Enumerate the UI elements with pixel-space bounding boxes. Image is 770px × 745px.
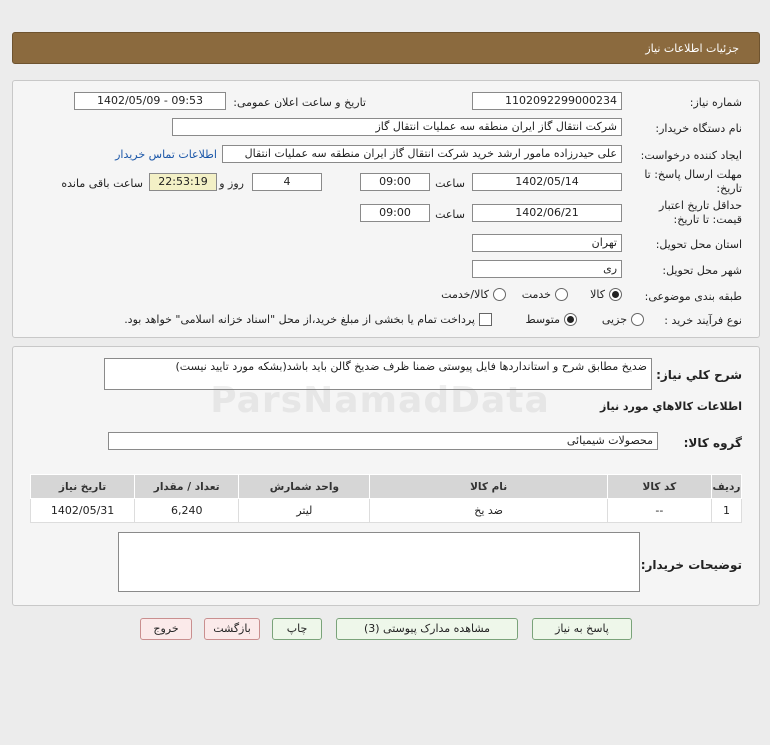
process-option-medium[interactable] xyxy=(525,313,577,326)
exit-button[interactable]: خروج xyxy=(140,618,192,640)
cell-row: 1 xyxy=(711,499,741,523)
contact-buyer-link[interactable]: اطلاعات تماس خریدار xyxy=(115,148,217,161)
goods-table xyxy=(30,474,742,523)
category-label: طبقه بندی موضوعی: xyxy=(644,290,742,303)
checkbox-icon[interactable] xyxy=(479,313,492,326)
treasury-payment-option[interactable] xyxy=(124,313,492,326)
page-title: جزئیات اطلاعات نیاز xyxy=(12,32,760,64)
radio-icon[interactable] xyxy=(493,288,506,301)
price-validity-label: حداقل تاریخ اعتبار قیمت: تا تاریخ: xyxy=(658,199,742,226)
treasury-payment-note: پرداخت تمام یا بخشی از مبلغ خرید،از محل "اسناد خزانه اسلامی" خواهد بود. xyxy=(124,313,475,326)
table-header-row xyxy=(31,475,742,499)
need-number-field[interactable]: 1102092299000234 xyxy=(472,92,622,110)
table-row[interactable] xyxy=(31,499,742,523)
validity-time-label: ساعت xyxy=(435,208,465,221)
days-label: روز و xyxy=(219,177,244,190)
print-button[interactable]: چاپ xyxy=(272,618,322,640)
radio-selected-icon[interactable] xyxy=(609,288,622,301)
col-row: ردیف xyxy=(711,475,741,499)
process-option-minor[interactable] xyxy=(602,313,644,326)
cell-date: 1402/05/31 xyxy=(31,499,135,523)
col-qty: تعداد / مقدار xyxy=(135,475,239,499)
cell-qty: 6,240 xyxy=(135,499,239,523)
view-attachments-button[interactable]: مشاهده مدارک پیوستی (3) xyxy=(336,618,518,640)
requester-field[interactable]: علی حیدرزاده مامور ارشد خرید شرکت انتقال گاز ایران منطقه سه عملیات انتقال xyxy=(222,145,622,163)
process-option-label: جزیی xyxy=(601,313,627,326)
reply-date-field[interactable]: 1402/05/14 xyxy=(472,173,622,191)
category-option-label: خدمت xyxy=(521,288,551,301)
cell-unit: لیتر xyxy=(239,499,370,523)
announce-label: تاریخ و ساعت اعلان عمومی: xyxy=(233,96,366,109)
buyer-notes-label: توضیحات خریدار: xyxy=(640,558,742,572)
category-option-goods[interactable] xyxy=(590,288,622,301)
col-unit: واحد شمارش xyxy=(239,475,370,499)
reply-deadline-label: مهلت ارسال پاسخ: تا تاریخ: xyxy=(644,168,742,195)
col-date: تاریخ نیاز xyxy=(31,475,135,499)
process-type-label: نوع فرآیند خرید : xyxy=(664,314,742,327)
col-code: کد کالا xyxy=(607,475,711,499)
buyer-org-label: نام دستگاه خریدار: xyxy=(655,122,742,135)
radio-icon[interactable] xyxy=(631,313,644,326)
requester-label: ایجاد کننده درخواست: xyxy=(640,149,742,162)
days-field[interactable]: 4 xyxy=(252,173,322,191)
validity-time-field[interactable]: 09:00 xyxy=(360,204,430,222)
process-option-label: متوسط xyxy=(525,313,560,326)
cell-name: ضد یخ xyxy=(370,499,607,523)
category-option-label: کالا/خدمت xyxy=(441,288,489,301)
cell-code: -- xyxy=(607,499,711,523)
goods-info-title: اطلاعات کالاهاي مورد نياز xyxy=(600,400,742,413)
back-button[interactable]: بازگشت xyxy=(204,618,260,640)
remaining-time-label: ساعت باقی مانده xyxy=(61,177,143,190)
category-option-service[interactable] xyxy=(522,288,568,301)
city-label: شهر محل تحویل: xyxy=(662,264,742,277)
buyer-notes-field[interactable] xyxy=(118,532,640,592)
province-label: استان محل تحویل: xyxy=(655,238,742,251)
col-name: نام کالا xyxy=(370,475,607,499)
province-field[interactable]: تهران xyxy=(472,234,622,252)
goods-group-field[interactable]: محصولات شیمیائی xyxy=(108,432,658,450)
city-field[interactable]: ری xyxy=(472,260,622,278)
summary-field[interactable]: ضدیخ مطابق شرح و استانداردها فایل پیوستی ضمنا ظرف ضدیخ گالن باید باشد(بشکه مورد تایید نیست) xyxy=(104,358,652,390)
summary-label: شرح کلي نياز: xyxy=(656,368,742,382)
radio-icon[interactable] xyxy=(555,288,568,301)
reply-time-label: ساعت xyxy=(435,177,465,190)
radio-selected-icon[interactable] xyxy=(564,313,577,326)
announce-field[interactable]: 1402/05/09 - 09:53 xyxy=(74,92,226,110)
category-option-label: کالا xyxy=(590,288,605,301)
reply-time-field[interactable]: 09:00 xyxy=(360,173,430,191)
goods-group-label: گروه کالا: xyxy=(683,436,742,450)
category-option-goods-service[interactable] xyxy=(441,288,506,301)
reply-button[interactable]: پاسخ به نیاز xyxy=(532,618,632,640)
need-number-label: شماره نیاز: xyxy=(689,96,742,109)
remaining-time-field: 22:53:19 xyxy=(149,173,217,191)
validity-date-field[interactable]: 1402/06/21 xyxy=(472,204,622,222)
buyer-org-field[interactable]: شرکت انتقال گاز ایران منطقه سه عملیات انتقال گاز xyxy=(172,118,622,136)
